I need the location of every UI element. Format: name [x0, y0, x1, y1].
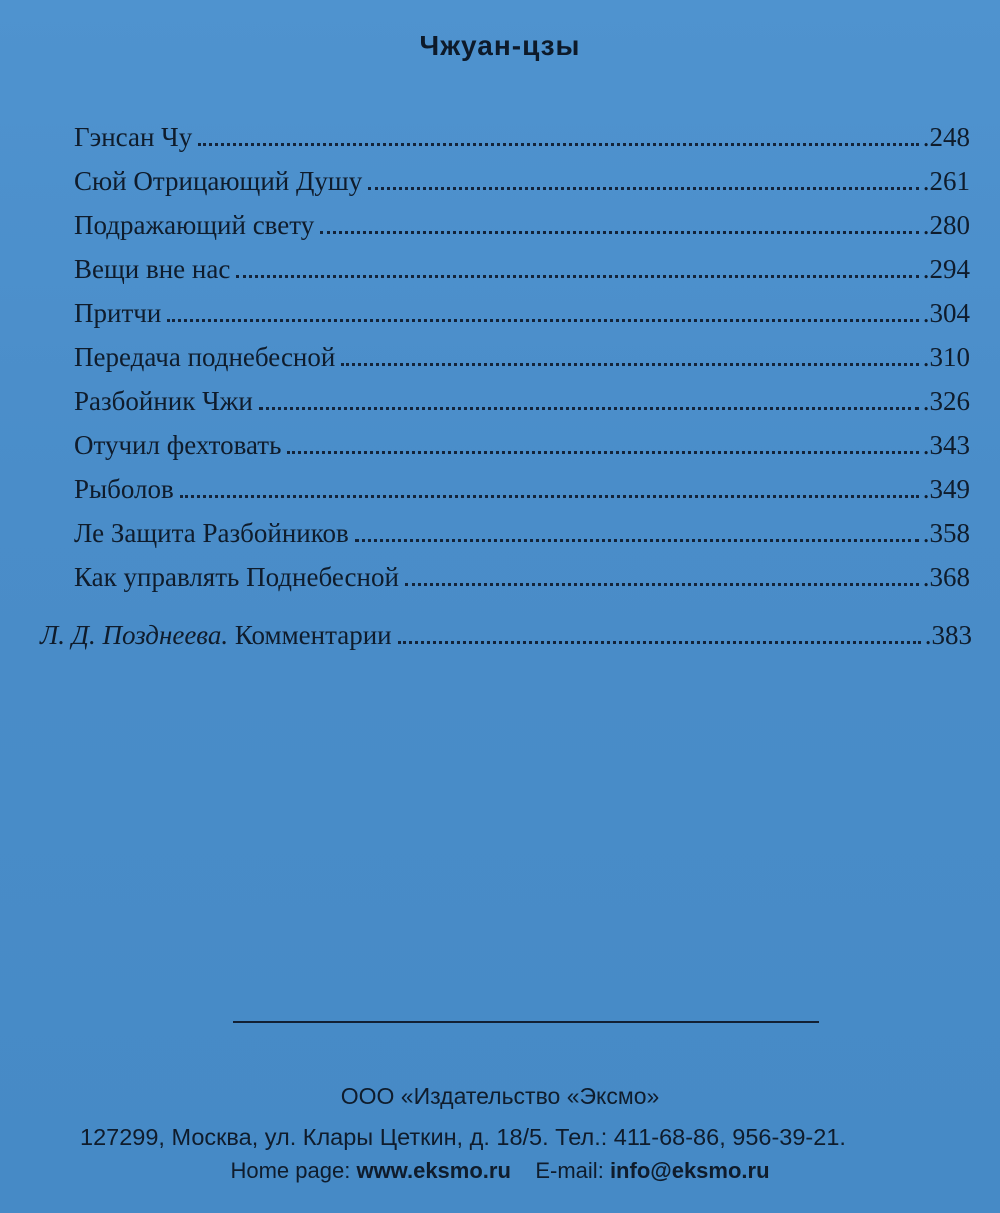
toc-entry — [74, 342, 970, 386]
toc-entry-page: .343 — [922, 430, 970, 460]
email-label: E-mail: — [535, 1158, 604, 1183]
toc-entry-page: .358 — [922, 518, 970, 548]
toc-entry-page: .383 — [924, 620, 972, 650]
publisher-contacts — [0, 1158, 1000, 1184]
leader-dots — [398, 641, 921, 644]
leader-dots — [368, 187, 919, 190]
publisher-name: ООО «Издательство «Эксмо» — [340, 1083, 660, 1109]
toc-entry — [74, 474, 970, 518]
leader-dots — [180, 495, 919, 498]
commentary-author: Л. Д. Позднеева. — [40, 620, 229, 650]
toc-entry-title: Как управлять Поднебесной — [74, 562, 399, 592]
leader-dots — [355, 539, 919, 542]
toc-entry-title: Сюй Отрицающий Душу — [74, 166, 363, 196]
leader-dots — [405, 583, 919, 586]
toc-entry-page: .294 — [922, 254, 970, 284]
toc-entry-title: Вещи вне нас — [74, 254, 231, 284]
toc-entry — [74, 254, 970, 298]
toc-entry-title: Подражающий свету — [74, 210, 315, 240]
toc-entry-title: Передача поднебесной — [74, 342, 336, 372]
running-header: Чжуан-цзы — [419, 30, 581, 61]
leader-dots — [259, 407, 919, 410]
toc-entry — [74, 562, 970, 606]
toc-entry — [74, 122, 970, 166]
home-page-url: www.eksmo.ru — [356, 1158, 511, 1183]
toc-entry-title: Рыболов — [74, 474, 174, 504]
toc-entry-title: Разбойник Чжи — [74, 386, 253, 416]
toc-entry-page: .326 — [922, 386, 970, 416]
home-page-label: Home page: — [230, 1158, 351, 1183]
toc-entry-title — [40, 620, 398, 651]
toc-entry-page: .349 — [922, 474, 970, 504]
toc-entry — [74, 430, 970, 474]
toc-entry — [74, 518, 970, 562]
leader-dots — [198, 143, 919, 146]
toc-entry — [74, 298, 970, 342]
leader-dots — [320, 231, 919, 234]
leader-dots — [341, 363, 918, 366]
toc-entry — [74, 386, 970, 430]
toc-entry-page: .280 — [922, 210, 970, 240]
separator-rule — [233, 1021, 819, 1023]
leader-dots — [167, 319, 918, 322]
toc-entry — [74, 166, 970, 210]
toc-entry-title: Ле Защита Разбойников — [74, 518, 349, 548]
toc-entry-title: Отучил фехтовать — [74, 430, 282, 460]
email-address: info@eksmo.ru — [609, 1158, 770, 1183]
toc-entry-page: .304 — [922, 298, 970, 328]
toc-entry-page: .368 — [922, 562, 970, 592]
toc-entry-title: Гэнсан Чу — [74, 122, 193, 152]
commentary-title: Комментарии — [234, 620, 392, 650]
publisher-address: 127299, Москва, ул. Клары Цеткин, д. 18/5. Тел.: 411-68-86, 956-39-21. — [80, 1124, 846, 1150]
toc-entry-commentary — [40, 620, 972, 664]
toc-entry-page: .310 — [922, 342, 970, 372]
toc-entry — [74, 210, 970, 254]
toc-entry-page: .248 — [922, 122, 970, 152]
leader-dots — [236, 275, 918, 278]
toc-entry-title: Притчи — [74, 298, 162, 328]
leader-dots — [287, 451, 918, 454]
toc-entry-page: .261 — [922, 166, 970, 196]
